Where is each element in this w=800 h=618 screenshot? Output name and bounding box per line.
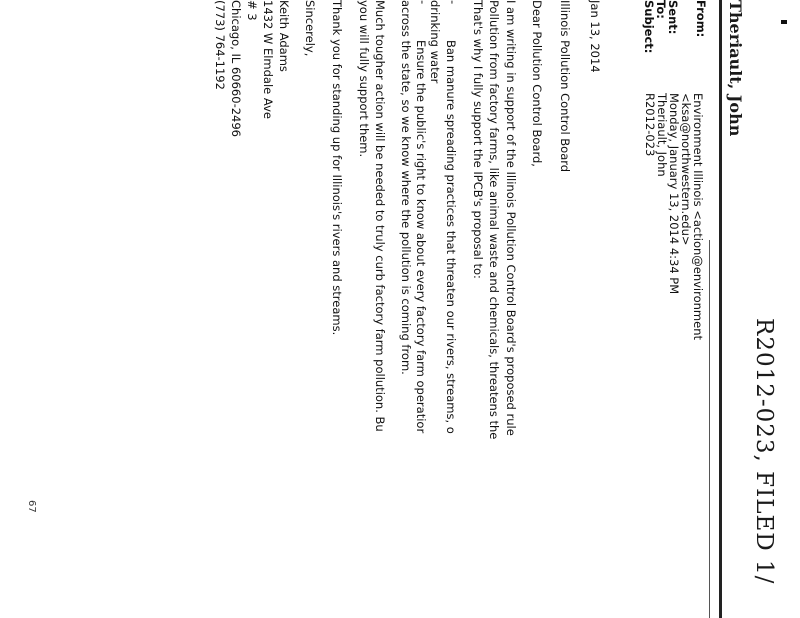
- from-value-line-1: Environment Illinois <action@environment: [691, 93, 705, 341]
- scan-mark: [781, 20, 787, 24]
- sent-label: Sent:: [666, 0, 680, 35]
- bullet-1-line-1: Ban manure spreading practices that threaten our rivers, streams, o: [444, 40, 458, 434]
- sent-value: Monday, January 13, 2014 4:34 PM: [667, 93, 681, 295]
- closing-line-1: Much tougher action will be needed to truly curb factory farm pollution. Bu: [373, 0, 387, 432]
- letter-date: Jan 13, 2014: [588, 0, 602, 73]
- from-value-line-2: <ksa@northwestern.edu>: [679, 93, 693, 246]
- bullet-2-line-1: Ensure the public's right to know about every factory farm operatior: [414, 40, 428, 434]
- from-label: From:: [694, 0, 708, 38]
- subject-label: Subject:: [642, 0, 656, 54]
- signature-unit: # 3: [245, 0, 259, 21]
- page-number: 67: [26, 500, 37, 513]
- closing-line-2: you will fully support them.: [357, 0, 371, 158]
- subject-value: R2012-023: [643, 93, 657, 157]
- to-label: To:: [654, 0, 668, 19]
- bullet-1-line-2: drinking water: [428, 0, 442, 84]
- sender-name-heading: Theriault, John: [726, 0, 745, 137]
- signoff: Sincerely,: [303, 0, 317, 57]
- header-rule: [719, 0, 722, 618]
- intro-line-1: I am writing in support of the Illinois Pollution Control Board's proposed rule: [504, 0, 518, 436]
- thanks-line: Thank you for standing up for Illinois's rivers and streams.: [330, 0, 344, 336]
- signature-street: 1432 W Elmdale Ave: [261, 0, 275, 119]
- letter-salutation: Dear Pollution Control Board,: [530, 0, 544, 167]
- filing-stamp: R2012-023, FILED 1/: [751, 318, 777, 585]
- bullet-1-dash: -: [446, 0, 460, 5]
- bullet-2-line-2: across the state, so we know where the pollution is coming from.: [399, 0, 413, 375]
- signature-phone: (773) 764-1192: [213, 0, 227, 90]
- intro-line-3: That's why I fully support the IPCB's proposal to:: [471, 0, 485, 279]
- header-rule-thin: [709, 240, 710, 618]
- intro-line-2: Pollution from factory farms, like animal waste and chemicals, threatens the: [487, 0, 501, 440]
- signature-name: Keith Adams: [277, 0, 291, 72]
- bullet-2-dash: -: [416, 0, 430, 5]
- signature-city: Chicago, IL 60660-2496: [229, 0, 243, 137]
- letter-recipient: Illinois Pollution Control Board: [558, 0, 572, 173]
- to-value: Theriault, John: [655, 93, 669, 177]
